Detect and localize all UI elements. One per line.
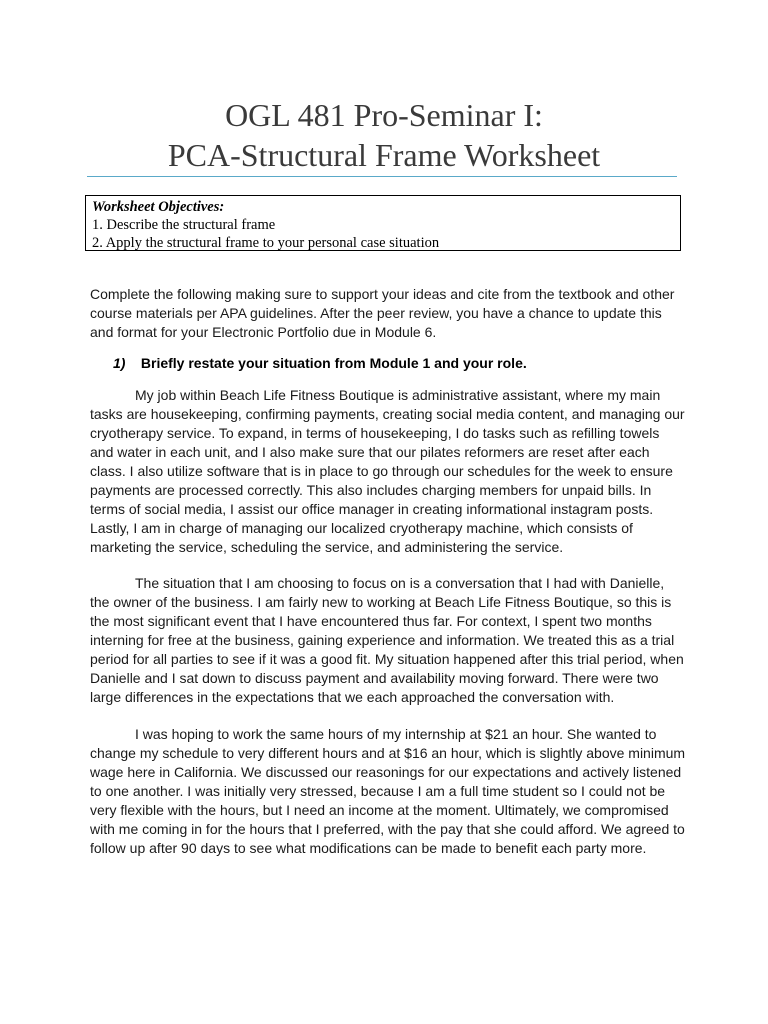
paragraph-line: to one another. I was initially very stressed, because I am a full time student so I could not be: [90, 783, 666, 799]
page-title: [0, 95, 768, 175]
title-divider: [87, 176, 677, 177]
objective-item-2: 2. Apply the structural frame to your personal case situation: [92, 235, 440, 251]
paragraph-line: with me coming in for the hours that I preferred, with the pay that she could afford. We agreed to: [90, 821, 685, 837]
paragraph-line: large differences in the expectations that we each approached the conversation with.: [90, 689, 615, 705]
paragraph-line: follow up after 90 days to see what modifications can be made to benefit each party more.: [90, 840, 647, 856]
paragraph-line: and water in each unit, and I also make sure that our pilates reformers are reset after each: [90, 444, 650, 460]
intro-line: course materials per APA guidelines. After the peer review, you have a chance to update this: [90, 305, 662, 321]
title-line-1: OGL 481 Pro-Seminar I:: [225, 97, 543, 133]
objectives-heading: Worksheet Objectives:: [92, 199, 225, 215]
title-line-2: PCA-Structural Frame Worksheet: [167, 137, 601, 173]
intro-line: Complete the following making sure to support your ideas and cite from the textbook and other: [90, 286, 675, 302]
paragraph-line: My job within Beach Life Fitness Boutique is administrative assistant, where my main: [135, 387, 661, 403]
question-number: 1): [113, 355, 126, 371]
paragraph-line: Danielle and I sat down to discuss payment and availability moving forward. There were two: [90, 670, 659, 686]
paragraph-line: interning for free at the business, gaining experience and information. We treated this as a trial: [90, 632, 675, 648]
objectives-box: [85, 195, 681, 251]
paragraph-line: period for all parties to see if it was a good fit. My situation happened after this trial period, when: [90, 651, 684, 667]
paragraph-line: I was hoping to work the same hours of my internship at $21 an hour. She wanted to: [135, 726, 657, 742]
objective-item-1: 1. Describe the structural frame: [92, 217, 276, 233]
paragraph-line: the owner of the business. I am fairly new to working at Beach Life Fitness Boutique, so this is: [90, 594, 672, 610]
paragraph-line: The situation that I am choosing to focus on is a conversation that I had with Danielle,: [135, 575, 665, 591]
paragraph-line: class. I also utilize software that is in place to go through our schedules for the week to ensure: [90, 463, 673, 479]
intro-line: and format for your Electronic Portfolio due in Module 6.: [90, 324, 437, 340]
paragraph-line: cryotherapy service. To expand, in terms of housekeeping, I do tasks such as refilling towels: [90, 425, 660, 441]
paragraph-line: marketing the service, scheduling the service, and administering the service.: [90, 539, 564, 555]
paragraph-line: terms of social media, I assist our office manager in creating informational instagram posts.: [90, 501, 654, 517]
paragraph-line: payments are processed correctly. This also includes charging members for unpaid bills. In: [90, 482, 652, 498]
paragraph-line: Lastly, I am in charge of managing our localized cryotherapy machine, which consists of: [90, 520, 633, 536]
answer-paragraph-1: [90, 386, 690, 557]
question-text: Briefly restate your situation from Module 1 and your role.: [140, 355, 527, 371]
intro-paragraph: [90, 285, 690, 342]
paragraph-line: very flexible with the hours, but I need an income at the moment. Ultimately, we compromised: [90, 802, 669, 818]
question-1: [113, 354, 693, 373]
paragraph-line: the most significant event that I have encountered thus far. For context, I spent two months: [90, 613, 652, 629]
paragraph-line: wage here in California. We discussed our reasonings for our expectations and actively listened: [90, 764, 682, 780]
answer-paragraph-2: [90, 574, 690, 707]
paragraph-line: change my schedule to very different hours and at $16 an hour, which is slightly above minimum: [90, 745, 686, 761]
paragraph-line: tasks are housekeeping, confirming payments, creating social media content, and managing our: [90, 406, 685, 422]
answer-paragraph-3: [90, 725, 690, 858]
